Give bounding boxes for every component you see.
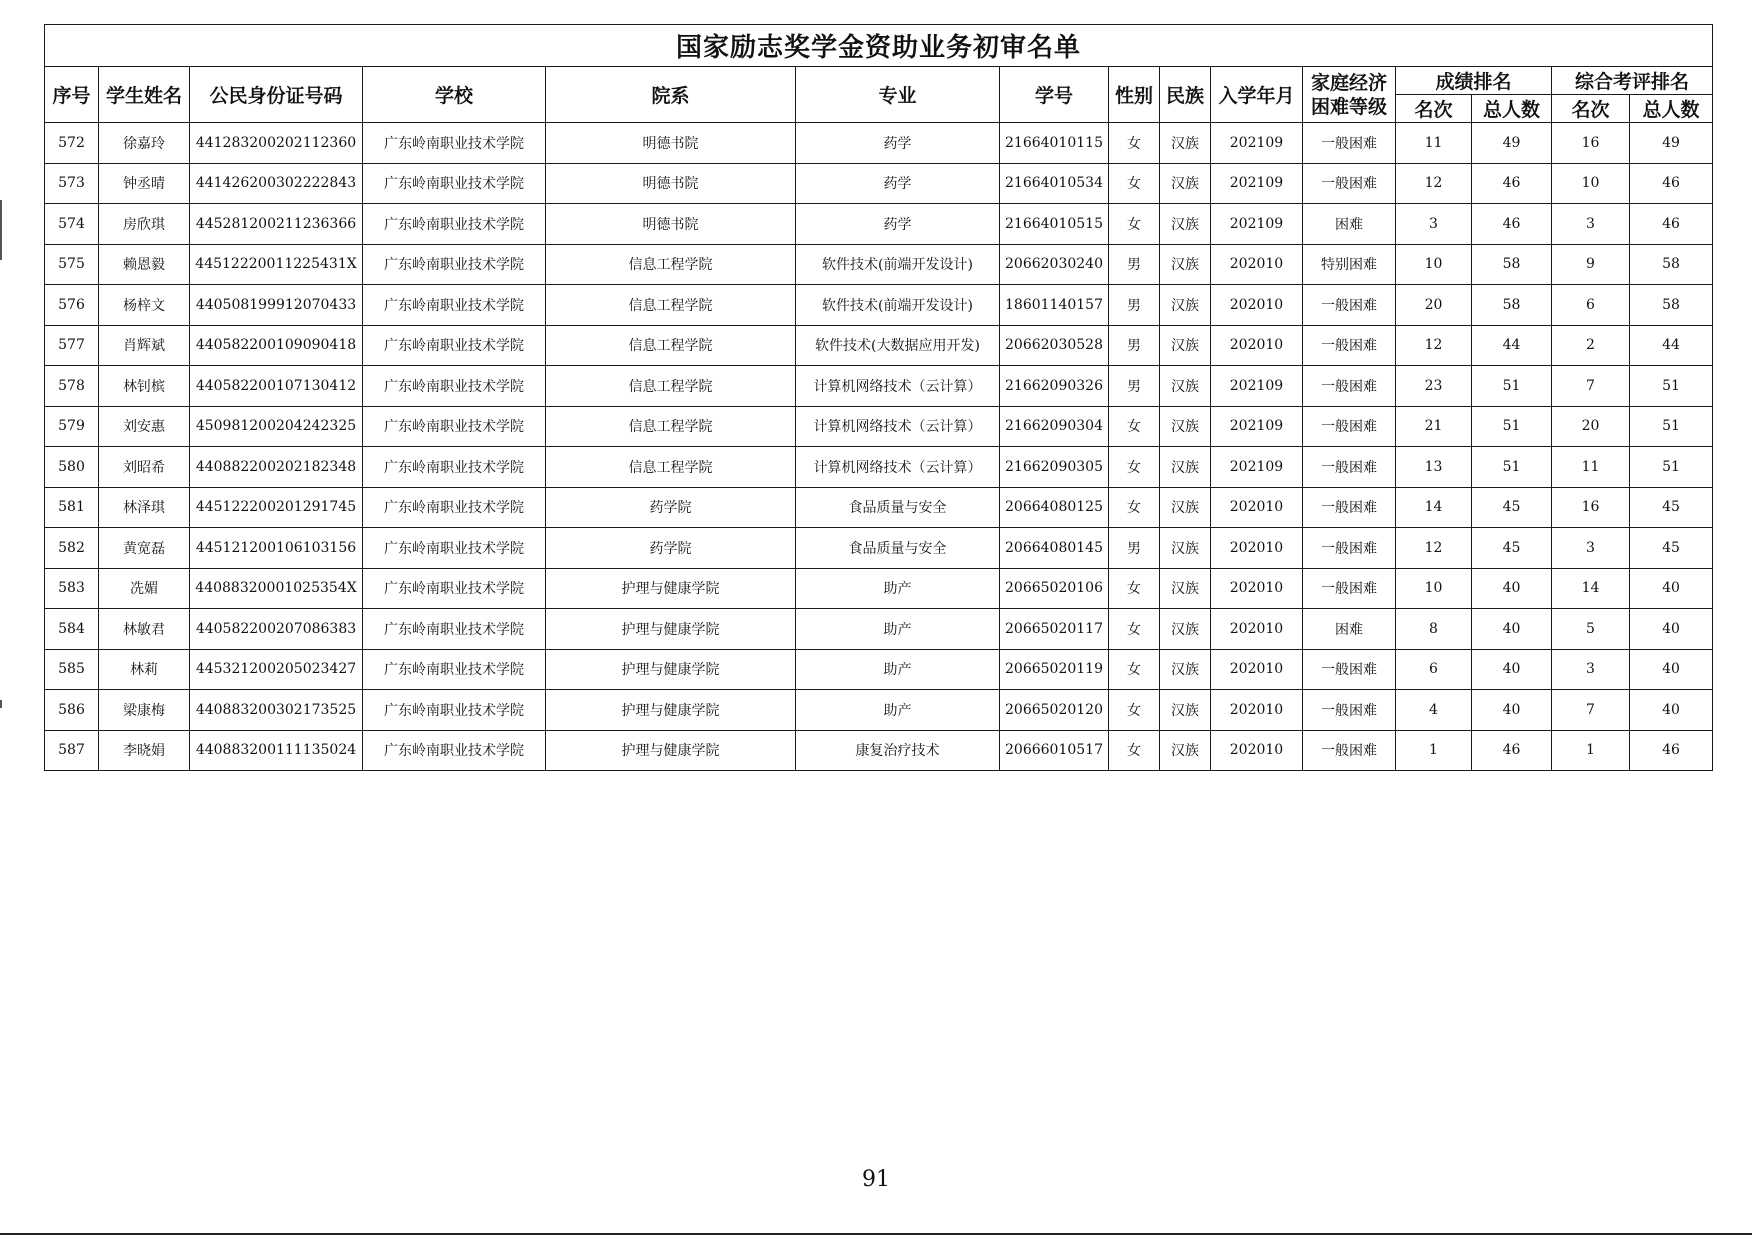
cell-eval-rank: 16 — [1552, 487, 1630, 528]
cell-school: 广东岭南职业技术学院 — [363, 487, 546, 528]
cell-name: 刘安惠 — [99, 406, 190, 447]
cell-enroll: 202010 — [1211, 568, 1303, 609]
cell-department: 护理与健康学院 — [546, 690, 796, 731]
cell-major: 助产 — [796, 568, 1000, 609]
cell-grade-rank: 12 — [1396, 528, 1472, 569]
cell-eval-total: 45 — [1630, 487, 1713, 528]
cell-student-no: 20662030240 — [1000, 244, 1109, 285]
cell-department: 信息工程学院 — [546, 406, 796, 447]
cell-grade-rank: 10 — [1396, 244, 1472, 285]
cell-school: 广东岭南职业技术学院 — [363, 649, 546, 690]
cell-grade-total: 40 — [1472, 690, 1552, 731]
cell-school: 广东岭南职业技术学院 — [363, 163, 546, 204]
cell-name: 林敏君 — [99, 609, 190, 650]
header-gender: 性别 — [1109, 67, 1160, 123]
cell-eval-rank: 9 — [1552, 244, 1630, 285]
table-row — [45, 244, 1713, 285]
cell-gender: 男 — [1109, 285, 1160, 326]
header-grade-group: 成绩排名 — [1396, 67, 1552, 95]
cell-department: 明德书院 — [546, 163, 796, 204]
table-row — [45, 447, 1713, 488]
cell-grade-rank: 23 — [1396, 366, 1472, 407]
cell-grade-total: 40 — [1472, 609, 1552, 650]
bottom-rule — [0, 1233, 1752, 1235]
table-row — [45, 285, 1713, 326]
cell-name: 房欣琪 — [99, 204, 190, 245]
cell-eval-rank: 11 — [1552, 447, 1630, 488]
cell-eval-rank: 7 — [1552, 366, 1630, 407]
cell-eval-total: 46 — [1630, 730, 1713, 771]
cell-id-number: 44512220011225431X — [190, 244, 363, 285]
cell-grade-total: 40 — [1472, 649, 1552, 690]
cell-id-number: 445121200106103156 — [190, 528, 363, 569]
cell-enroll: 202109 — [1211, 447, 1303, 488]
cell-school: 广东岭南职业技术学院 — [363, 447, 546, 488]
header-grade-total: 总人数 — [1472, 95, 1552, 123]
cell-grade-total: 40 — [1472, 568, 1552, 609]
header-eval-rank: 名次 — [1552, 95, 1630, 123]
cell-difficulty: 一般困难 — [1303, 730, 1396, 771]
cell-gender: 女 — [1109, 487, 1160, 528]
header-ethnicity: 民族 — [1160, 67, 1211, 123]
cell-student-no: 20664080125 — [1000, 487, 1109, 528]
cell-enroll: 202109 — [1211, 123, 1303, 164]
cell-ethnicity: 汉族 — [1160, 487, 1211, 528]
cell-gender: 男 — [1109, 325, 1160, 366]
scan-edge-mark-bottom — [0, 700, 2, 708]
cell-difficulty: 一般困难 — [1303, 487, 1396, 528]
cell-enroll: 202010 — [1211, 285, 1303, 326]
roster-sheet — [44, 24, 1712, 771]
table-row — [45, 163, 1713, 204]
cell-major: 食品质量与安全 — [796, 528, 1000, 569]
table-row — [45, 568, 1713, 609]
cell-department: 信息工程学院 — [546, 325, 796, 366]
cell-grade-total: 46 — [1472, 730, 1552, 771]
cell-eval-total: 45 — [1630, 528, 1713, 569]
cell-department: 信息工程学院 — [546, 366, 796, 407]
cell-seq: 585 — [45, 649, 99, 690]
cell-difficulty: 一般困难 — [1303, 123, 1396, 164]
cell-difficulty: 一般困难 — [1303, 285, 1396, 326]
cell-enroll: 202010 — [1211, 528, 1303, 569]
cell-school: 广东岭南职业技术学院 — [363, 528, 546, 569]
header-grade-rank: 名次 — [1396, 95, 1472, 123]
cell-eval-rank: 16 — [1552, 123, 1630, 164]
cell-ethnicity: 汉族 — [1160, 285, 1211, 326]
cell-gender: 男 — [1109, 244, 1160, 285]
cell-gender: 女 — [1109, 690, 1160, 731]
cell-id-number: 445281200211236366 — [190, 204, 363, 245]
cell-ethnicity: 汉族 — [1160, 406, 1211, 447]
cell-school: 广东岭南职业技术学院 — [363, 285, 546, 326]
header-enroll: 入学年月 — [1211, 67, 1303, 123]
cell-gender: 女 — [1109, 609, 1160, 650]
cell-student-no: 21664010115 — [1000, 123, 1109, 164]
cell-major: 软件技术(前端开发设计) — [796, 244, 1000, 285]
cell-enroll: 202010 — [1211, 487, 1303, 528]
header-eval-group: 综合考评排名 — [1552, 67, 1713, 95]
cell-major: 助产 — [796, 609, 1000, 650]
cell-seq: 572 — [45, 123, 99, 164]
cell-name: 林钊槟 — [99, 366, 190, 407]
cell-difficulty: 一般困难 — [1303, 690, 1396, 731]
header-student-no: 学号 — [1000, 67, 1109, 123]
cell-student-no: 21662090305 — [1000, 447, 1109, 488]
cell-major: 计算机网络技术（云计算） — [796, 406, 1000, 447]
cell-name: 冼媚 — [99, 568, 190, 609]
table-row — [45, 609, 1713, 650]
cell-difficulty: 一般困难 — [1303, 649, 1396, 690]
cell-seq: 578 — [45, 366, 99, 407]
cell-department: 明德书院 — [546, 204, 796, 245]
cell-difficulty: 一般困难 — [1303, 568, 1396, 609]
cell-eval-rank: 20 — [1552, 406, 1630, 447]
cell-difficulty: 特别困难 — [1303, 244, 1396, 285]
cell-gender: 男 — [1109, 366, 1160, 407]
cell-student-no: 20664080145 — [1000, 528, 1109, 569]
cell-enroll: 202010 — [1211, 609, 1303, 650]
cell-enroll: 202109 — [1211, 406, 1303, 447]
cell-seq: 587 — [45, 730, 99, 771]
cell-gender: 女 — [1109, 447, 1160, 488]
cell-department: 护理与健康学院 — [546, 609, 796, 650]
cell-major: 软件技术(前端开发设计) — [796, 285, 1000, 326]
cell-difficulty: 一般困难 — [1303, 325, 1396, 366]
cell-ethnicity: 汉族 — [1160, 690, 1211, 731]
header-school: 学校 — [363, 67, 546, 123]
cell-ethnicity: 汉族 — [1160, 447, 1211, 488]
cell-enroll: 202010 — [1211, 730, 1303, 771]
cell-grade-total: 58 — [1472, 244, 1552, 285]
cell-department: 药学院 — [546, 528, 796, 569]
header-difficulty: 家庭经济困难等级 — [1303, 67, 1396, 123]
table-row — [45, 690, 1713, 731]
cell-grade-total: 51 — [1472, 406, 1552, 447]
cell-eval-rank: 5 — [1552, 609, 1630, 650]
cell-student-no: 21664010515 — [1000, 204, 1109, 245]
cell-difficulty: 一般困难 — [1303, 163, 1396, 204]
cell-gender: 女 — [1109, 204, 1160, 245]
cell-school: 广东岭南职业技术学院 — [363, 609, 546, 650]
header-department: 院系 — [546, 67, 796, 123]
cell-grade-rank: 20 — [1396, 285, 1472, 326]
cell-difficulty: 一般困难 — [1303, 366, 1396, 407]
header-seq: 序号 — [45, 67, 99, 123]
cell-student-no: 21662090326 — [1000, 366, 1109, 407]
table-row — [45, 528, 1713, 569]
cell-eval-rank: 3 — [1552, 204, 1630, 245]
cell-seq: 579 — [45, 406, 99, 447]
cell-eval-total: 44 — [1630, 325, 1713, 366]
cell-eval-rank: 10 — [1552, 163, 1630, 204]
table-row — [45, 649, 1713, 690]
cell-department: 药学院 — [546, 487, 796, 528]
cell-student-no: 20662030528 — [1000, 325, 1109, 366]
cell-id-number: 440582200207086383 — [190, 609, 363, 650]
roster-table — [44, 24, 1713, 771]
cell-grade-rank: 10 — [1396, 568, 1472, 609]
cell-id-number: 440883200302173525 — [190, 690, 363, 731]
cell-major: 康复治疗技术 — [796, 730, 1000, 771]
cell-id-number: 440582200107130412 — [190, 366, 363, 407]
cell-eval-total: 40 — [1630, 649, 1713, 690]
cell-id-number: 441283200202112360 — [190, 123, 363, 164]
cell-ethnicity: 汉族 — [1160, 366, 1211, 407]
cell-name: 钟丞晴 — [99, 163, 190, 204]
cell-enroll: 202010 — [1211, 325, 1303, 366]
cell-school: 广东岭南职业技术学院 — [363, 123, 546, 164]
cell-eval-rank: 6 — [1552, 285, 1630, 326]
cell-id-number: 445122200201291745 — [190, 487, 363, 528]
table-row — [45, 204, 1713, 245]
cell-grade-rank: 8 — [1396, 609, 1472, 650]
cell-ethnicity: 汉族 — [1160, 568, 1211, 609]
cell-name: 杨梓文 — [99, 285, 190, 326]
cell-name: 梁康梅 — [99, 690, 190, 731]
cell-eval-rank: 1 — [1552, 730, 1630, 771]
cell-seq: 573 — [45, 163, 99, 204]
cell-grade-rank: 21 — [1396, 406, 1472, 447]
cell-gender: 女 — [1109, 406, 1160, 447]
cell-difficulty: 一般困难 — [1303, 406, 1396, 447]
cell-school: 广东岭南职业技术学院 — [363, 204, 546, 245]
cell-enroll: 202010 — [1211, 690, 1303, 731]
cell-grade-rank: 3 — [1396, 204, 1472, 245]
cell-department: 护理与健康学院 — [546, 730, 796, 771]
cell-gender: 女 — [1109, 730, 1160, 771]
table-row — [45, 123, 1713, 164]
cell-eval-total: 51 — [1630, 366, 1713, 407]
cell-ethnicity: 汉族 — [1160, 244, 1211, 285]
cell-seq: 586 — [45, 690, 99, 731]
cell-seq: 575 — [45, 244, 99, 285]
cell-student-no: 20665020106 — [1000, 568, 1109, 609]
cell-grade-rank: 13 — [1396, 447, 1472, 488]
cell-id-number: 44088320001025354X — [190, 568, 363, 609]
cell-eval-total: 49 — [1630, 123, 1713, 164]
cell-name: 林莉 — [99, 649, 190, 690]
cell-gender: 男 — [1109, 528, 1160, 569]
cell-name: 赖恩毅 — [99, 244, 190, 285]
cell-eval-total: 40 — [1630, 609, 1713, 650]
cell-ethnicity: 汉族 — [1160, 609, 1211, 650]
cell-student-no: 20665020120 — [1000, 690, 1109, 731]
cell-student-no: 21662090304 — [1000, 406, 1109, 447]
cell-eval-total: 58 — [1630, 244, 1713, 285]
cell-ethnicity: 汉族 — [1160, 730, 1211, 771]
cell-eval-total: 46 — [1630, 163, 1713, 204]
cell-student-no: 20665020119 — [1000, 649, 1109, 690]
cell-department: 信息工程学院 — [546, 447, 796, 488]
cell-grade-rank: 14 — [1396, 487, 1472, 528]
cell-seq: 574 — [45, 204, 99, 245]
table-row — [45, 366, 1713, 407]
cell-id-number: 450981200204242325 — [190, 406, 363, 447]
cell-seq: 576 — [45, 285, 99, 326]
cell-eval-total: 46 — [1630, 204, 1713, 245]
cell-grade-total: 49 — [1472, 123, 1552, 164]
cell-grade-rank: 11 — [1396, 123, 1472, 164]
cell-eval-rank: 3 — [1552, 528, 1630, 569]
cell-enroll: 202010 — [1211, 244, 1303, 285]
cell-school: 广东岭南职业技术学院 — [363, 244, 546, 285]
cell-grade-total: 51 — [1472, 366, 1552, 407]
cell-major: 药学 — [796, 204, 1000, 245]
cell-difficulty: 一般困难 — [1303, 447, 1396, 488]
cell-eval-total: 40 — [1630, 690, 1713, 731]
cell-grade-total: 51 — [1472, 447, 1552, 488]
header-major: 专业 — [796, 67, 1000, 123]
cell-grade-total: 45 — [1472, 487, 1552, 528]
cell-ethnicity: 汉族 — [1160, 163, 1211, 204]
cell-name: 刘昭希 — [99, 447, 190, 488]
cell-ethnicity: 汉族 — [1160, 123, 1211, 164]
table-row — [45, 406, 1713, 447]
cell-eval-rank: 3 — [1552, 649, 1630, 690]
cell-seq: 584 — [45, 609, 99, 650]
cell-grade-total: 58 — [1472, 285, 1552, 326]
cell-id-number: 440882200202182348 — [190, 447, 363, 488]
cell-student-no: 21664010534 — [1000, 163, 1109, 204]
cell-major: 助产 — [796, 649, 1000, 690]
cell-eval-rank: 14 — [1552, 568, 1630, 609]
cell-department: 明德书院 — [546, 123, 796, 164]
cell-grade-total: 45 — [1472, 528, 1552, 569]
cell-school: 广东岭南职业技术学院 — [363, 568, 546, 609]
cell-name: 肖辉斌 — [99, 325, 190, 366]
header-eval-total: 总人数 — [1630, 95, 1713, 123]
cell-ethnicity: 汉族 — [1160, 204, 1211, 245]
cell-enroll: 202010 — [1211, 649, 1303, 690]
cell-major: 计算机网络技术（云计算） — [796, 366, 1000, 407]
cell-major: 食品质量与安全 — [796, 487, 1000, 528]
cell-school: 广东岭南职业技术学院 — [363, 366, 546, 407]
cell-department: 护理与健康学院 — [546, 649, 796, 690]
cell-gender: 女 — [1109, 163, 1160, 204]
cell-eval-rank: 7 — [1552, 690, 1630, 731]
cell-difficulty: 困难 — [1303, 204, 1396, 245]
cell-eval-total: 40 — [1630, 568, 1713, 609]
cell-grade-total: 44 — [1472, 325, 1552, 366]
cell-enroll: 202109 — [1211, 163, 1303, 204]
cell-gender: 女 — [1109, 568, 1160, 609]
document-title: 国家励志奖学金资助业务初审名单 — [45, 25, 1713, 67]
cell-grade-rank: 12 — [1396, 163, 1472, 204]
cell-enroll: 202109 — [1211, 366, 1303, 407]
cell-seq: 582 — [45, 528, 99, 569]
cell-eval-rank: 2 — [1552, 325, 1630, 366]
cell-eval-total: 51 — [1630, 447, 1713, 488]
cell-name: 徐嘉玲 — [99, 123, 190, 164]
cell-grade-total: 46 — [1472, 204, 1552, 245]
cell-student-no: 20665020117 — [1000, 609, 1109, 650]
cell-grade-rank: 6 — [1396, 649, 1472, 690]
cell-major: 药学 — [796, 123, 1000, 164]
cell-seq: 580 — [45, 447, 99, 488]
cell-grade-total: 46 — [1472, 163, 1552, 204]
cell-school: 广东岭南职业技术学院 — [363, 406, 546, 447]
cell-grade-rank: 12 — [1396, 325, 1472, 366]
cell-id-number: 440883200111135024 — [190, 730, 363, 771]
page-number: 91 — [862, 1167, 890, 1192]
cell-seq: 581 — [45, 487, 99, 528]
cell-gender: 女 — [1109, 123, 1160, 164]
cell-grade-rank: 1 — [1396, 730, 1472, 771]
cell-major: 计算机网络技术（云计算） — [796, 447, 1000, 488]
table-row — [45, 325, 1713, 366]
cell-name: 林泽琪 — [99, 487, 190, 528]
cell-major: 药学 — [796, 163, 1000, 204]
cell-id-number: 445321200205023427 — [190, 649, 363, 690]
cell-enroll: 202109 — [1211, 204, 1303, 245]
cell-ethnicity: 汉族 — [1160, 649, 1211, 690]
cell-department: 信息工程学院 — [546, 244, 796, 285]
cell-seq: 583 — [45, 568, 99, 609]
cell-grade-rank: 4 — [1396, 690, 1472, 731]
cell-school: 广东岭南职业技术学院 — [363, 730, 546, 771]
header-name: 学生姓名 — [99, 67, 190, 123]
cell-gender: 女 — [1109, 649, 1160, 690]
cell-ethnicity: 汉族 — [1160, 528, 1211, 569]
cell-school: 广东岭南职业技术学院 — [363, 325, 546, 366]
cell-eval-total: 51 — [1630, 406, 1713, 447]
cell-id-number: 440508199912070433 — [190, 285, 363, 326]
cell-eval-total: 58 — [1630, 285, 1713, 326]
cell-major: 助产 — [796, 690, 1000, 731]
cell-major: 软件技术(大数据应用开发) — [796, 325, 1000, 366]
header-id-number: 公民身份证号码 — [190, 67, 363, 123]
cell-name: 黄宽磊 — [99, 528, 190, 569]
cell-department: 护理与健康学院 — [546, 568, 796, 609]
cell-difficulty: 困难 — [1303, 609, 1396, 650]
cell-id-number: 440582200109090418 — [190, 325, 363, 366]
roster-body — [45, 123, 1713, 771]
cell-name: 李晓娟 — [99, 730, 190, 771]
cell-school: 广东岭南职业技术学院 — [363, 690, 546, 731]
cell-department: 信息工程学院 — [546, 285, 796, 326]
cell-ethnicity: 汉族 — [1160, 325, 1211, 366]
cell-difficulty: 一般困难 — [1303, 528, 1396, 569]
cell-id-number: 441426200302222843 — [190, 163, 363, 204]
table-row — [45, 730, 1713, 771]
cell-student-no: 18601140157 — [1000, 285, 1109, 326]
scan-edge-mark-top — [0, 200, 2, 260]
cell-student-no: 20666010517 — [1000, 730, 1109, 771]
cell-seq: 577 — [45, 325, 99, 366]
table-row — [45, 487, 1713, 528]
